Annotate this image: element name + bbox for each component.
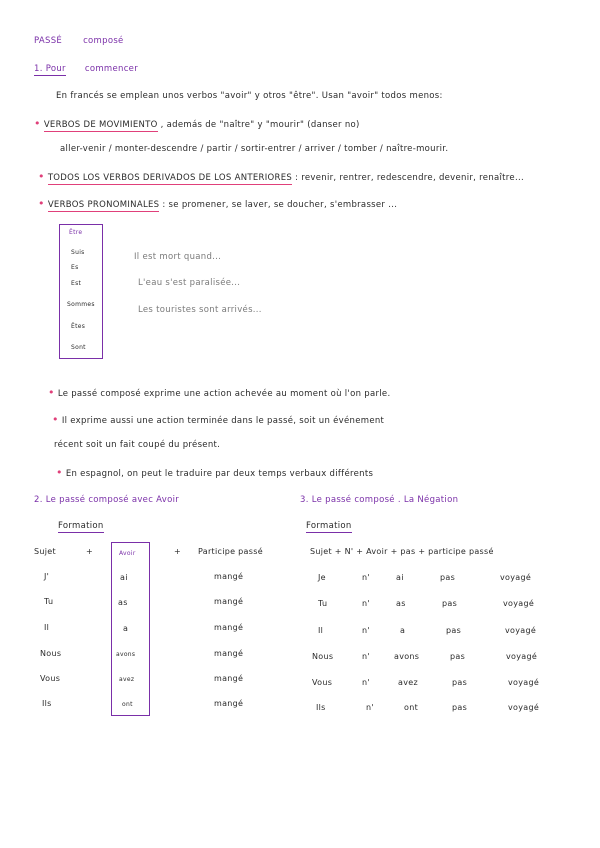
table3-ne: n' xyxy=(362,678,370,687)
table3-participle: voyagé xyxy=(508,678,540,687)
table2-subject: Nous xyxy=(40,649,62,658)
table3-participle: voyagé xyxy=(503,599,535,608)
table2-aux: avez xyxy=(119,676,135,683)
table3-ne: n' xyxy=(362,573,370,582)
table2-subject: Ils xyxy=(42,699,52,708)
avoir-column-box xyxy=(111,542,150,716)
bullet-movement xyxy=(34,117,360,130)
table3-header: Sujet + N' + Avoir + pas + participe passé xyxy=(310,547,494,556)
table3-aux: a xyxy=(400,626,406,635)
bullet-dot: • xyxy=(56,466,63,479)
table2-aux: avons xyxy=(116,651,136,658)
verbs-line: aller-venir / monter-descendre / partir / sortir-entrer / arriver / tomber / naître-mourir. xyxy=(60,144,449,154)
example-line: Les touristes sont arrivés... xyxy=(138,305,262,315)
table2-aux: ai xyxy=(120,573,128,582)
table3-pas: pas xyxy=(440,573,456,582)
table3-participle: voyagé xyxy=(500,573,532,582)
table3-subject: Je xyxy=(318,573,326,582)
table3-pas: pas xyxy=(450,652,466,661)
section1-heading-num: 1. Pour xyxy=(34,64,66,74)
section3-heading: 3. Le passé composé . La Négation xyxy=(300,495,459,505)
table2-header-participle: Participe passé xyxy=(198,547,263,556)
section2-formation-label: Formation xyxy=(58,521,104,531)
table3-pas: pas xyxy=(442,599,458,608)
table2-header-plus: + xyxy=(174,547,182,556)
section2-formation xyxy=(58,521,104,531)
note-text: Il exprime aussi une action terminée dans le passé, soit un événement xyxy=(61,416,385,426)
table2-participle: mangé xyxy=(214,649,244,658)
table3-ne: n' xyxy=(366,703,374,712)
bullet2-label: TODOS LOS VERBOS DERIVADOS DE LOS ANTERIORES xyxy=(47,173,293,183)
bullet-dot: • xyxy=(38,197,45,210)
bullet-pronominal xyxy=(38,197,397,210)
table2-subject: J' xyxy=(44,572,50,581)
table2-aux: a xyxy=(123,624,129,633)
section1-heading xyxy=(34,64,138,74)
note-line xyxy=(48,386,390,399)
etre-form: Es xyxy=(71,264,79,271)
table3-aux: ont xyxy=(404,703,419,712)
table3-subject: Tu xyxy=(318,599,328,608)
bullet1-rest: , además de "naître" y "mourir" (danser no) xyxy=(160,120,360,130)
table2-header-plus: + xyxy=(86,547,94,556)
table2-header-aux: Avoir xyxy=(119,550,136,557)
table2-participle: mangé xyxy=(214,597,244,606)
table3-ne: n' xyxy=(362,626,370,635)
table3-aux: ai xyxy=(396,573,404,582)
title-word-compose: composé xyxy=(83,36,124,46)
note-line: récent soit un fait coupé du présent. xyxy=(54,440,221,450)
section1-heading-word: commencer xyxy=(84,64,138,74)
table3-participle: voyagé xyxy=(506,652,538,661)
note-text: En espagnol, on peut le traduire par deux temps verbaux différents xyxy=(65,469,374,479)
section3-formation xyxy=(306,521,352,531)
table3-subject: Ils xyxy=(316,703,326,712)
section2-heading: 2. Le passé composé avec Avoir xyxy=(34,495,180,505)
table2-subject: Vous xyxy=(40,674,61,683)
table2-subject: Tu xyxy=(44,597,54,606)
etre-form: Est xyxy=(71,280,82,287)
table3-ne: n' xyxy=(362,599,370,608)
table2-participle: mangé xyxy=(214,572,244,581)
table3-subject: Il xyxy=(318,626,324,635)
table2-aux: ont xyxy=(122,701,133,708)
bullet3-rest: : se promener, se laver, se doucher, s'embrasser ... xyxy=(162,200,398,210)
etre-form: Sont xyxy=(71,344,86,351)
table3-subject: Vous xyxy=(312,678,333,687)
note-line xyxy=(56,466,373,479)
table2-participle: mangé xyxy=(214,674,244,683)
bullet1-label: VERBOS DE MOVIMIENTO xyxy=(43,120,158,130)
table2-subject: Il xyxy=(44,623,50,632)
table3-aux: avez xyxy=(398,678,418,687)
table3-subject: Nous xyxy=(312,652,334,661)
section3-formation-label: Formation xyxy=(306,521,352,531)
table3-aux: as xyxy=(396,599,406,608)
bullet-dot: • xyxy=(52,413,59,426)
bullet-dot: • xyxy=(38,170,45,183)
example-line: Il est mort quand... xyxy=(134,252,222,262)
bullet2-rest: : revenir, rentrer, redescendre, devenir, renaître... xyxy=(295,173,524,183)
table3-participle: voyagé xyxy=(505,626,537,635)
section1-intro: En francés se emplean unos verbos "avoir" y otros "être". Usan "avoir" todos menos: xyxy=(56,91,443,101)
table3-aux: avons xyxy=(394,652,420,661)
table2-participle: mangé xyxy=(214,623,244,632)
note-text: Le passé composé exprime une action achevée au moment où l'on parle. xyxy=(57,389,391,399)
etre-form: Suis xyxy=(71,249,85,256)
table3-ne: n' xyxy=(362,652,370,661)
table2-participle: mangé xyxy=(214,699,244,708)
bullet-dot: • xyxy=(34,117,41,130)
page-title xyxy=(34,36,124,46)
etre-form: Sommes xyxy=(67,301,95,308)
table3-pas: pas xyxy=(452,678,468,687)
etre-form: Êtes xyxy=(71,323,86,330)
table2-header-subject: Sujet xyxy=(34,547,56,556)
table3-pas: pas xyxy=(446,626,462,635)
bullet-dot: • xyxy=(48,386,55,399)
title-word-passe: PASSÉ xyxy=(34,36,63,46)
example-line: L'eau s'est paralisée... xyxy=(138,278,241,288)
etre-box-header: Être xyxy=(69,229,83,236)
table2-aux: as xyxy=(118,598,128,607)
table3-pas: pas xyxy=(452,703,468,712)
etre-conjugation-box xyxy=(59,224,103,359)
bullet-derived xyxy=(38,170,524,183)
table3-participle: voyagé xyxy=(508,703,540,712)
bullet3-label: VERBOS PRONOMINALES xyxy=(47,200,160,210)
note-line xyxy=(52,413,384,426)
